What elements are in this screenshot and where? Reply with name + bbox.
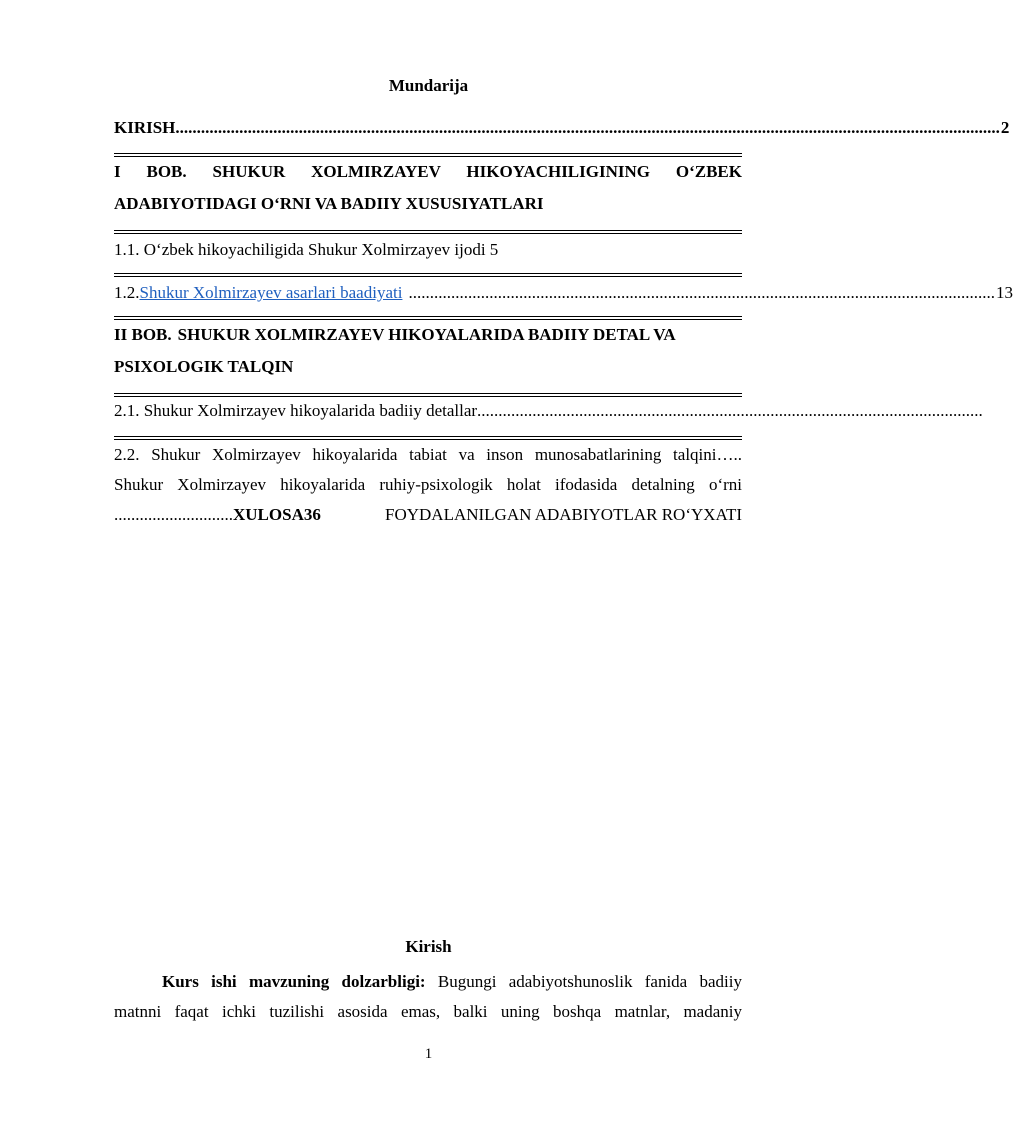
toc-entry-1-1[interactable] xyxy=(114,238,742,262)
toc-page-number: 13 xyxy=(995,283,1013,302)
toc-title: Mundarija xyxy=(388,76,469,95)
toc-entry-chapter-1[interactable] xyxy=(114,160,742,216)
toc-leader-dots: ....................................................................................................................... xyxy=(477,401,983,420)
toc-divider xyxy=(114,393,742,397)
intro-paragraph xyxy=(114,967,742,1027)
toc-entry-2-2[interactable] xyxy=(114,443,742,527)
toc-chapter-line: ADABIYOTIDAGI O‘RNI VA BADIIY XUSUSIYATLARI xyxy=(114,194,544,213)
toc-entry-foydalanilgan[interactable]: FOYDALANILGAN ADABIYOTLAR RO‘YXATI xyxy=(385,505,742,524)
paragraph-line: matnni faqat ichki tuzilishi asosida emas, balki uning boshqa matnlar, madaniy xyxy=(114,1002,742,1021)
paragraph-lead: Kurs ishi mavzuning dolzarbligi: xyxy=(162,972,426,991)
toc-entry-link[interactable]: Shukur Xolmirzayev asarlari baadiyati xyxy=(139,283,403,302)
toc-entry-number: 1.2. xyxy=(114,283,140,302)
toc-entry-1-2[interactable] xyxy=(114,281,1013,305)
paragraph-line xyxy=(114,967,742,997)
toc-entry-label: 1.1. O‘zbek hikoyachiligida Shukur Xolmirzayev ijodi 5 xyxy=(114,240,499,259)
toc-page-number: 2 xyxy=(1000,118,1010,137)
toc-leader-dots: ............................ xyxy=(114,505,233,524)
toc-entry-label: 2.1. Shukur Xolmirzayev hikoyalarida badiiy detallar xyxy=(114,401,478,420)
toc-entry-label: Shukur Xolmirzayev hikoyalarida ruhiy-psixologik holat ifodasida detalning o‘rni xyxy=(114,475,742,494)
toc-entry-2-1[interactable] xyxy=(114,399,983,423)
toc-chapter-line: PSIXOLOGIK TALQIN xyxy=(114,357,294,376)
toc-entry-chapter-2[interactable] xyxy=(114,323,742,379)
toc-entry-kirish[interactable] xyxy=(114,116,1010,140)
toc-divider xyxy=(114,153,742,157)
toc-divider xyxy=(114,436,742,440)
toc-divider xyxy=(114,316,742,320)
toc-entry-xulosa[interactable]: XULOSA36 xyxy=(233,505,321,524)
toc-leader-dots: .................................................................................................................................................................................................. xyxy=(175,118,1000,137)
toc-divider xyxy=(114,273,742,277)
page-number: 1 xyxy=(424,1046,433,1062)
toc-entry-label: 2.2. Shukur Xolmirzayev hikoyalarida tabiat va inson munosabatlarining talqini….. xyxy=(114,445,742,464)
toc-entry-label: KIRISH xyxy=(114,118,176,137)
toc-chapter-number: II BOB. xyxy=(114,325,172,344)
toc-divider xyxy=(114,230,742,234)
paragraph-text: Bugungi adabiyotshunoslik fanida badiiy xyxy=(425,972,743,991)
section-heading: Kirish xyxy=(405,937,452,956)
toc-chapter-line: SHUKUR XOLMIRZAYEV HIKOYALARIDA BADIIY DETAL VA xyxy=(177,325,676,344)
toc-leader-dots: .......................................................................................................................................... xyxy=(408,283,995,302)
toc-chapter-line: I BOB. SHUKUR XOLMIRZAYEV HIKOYACHILIGINING O‘ZBEK xyxy=(114,162,742,181)
